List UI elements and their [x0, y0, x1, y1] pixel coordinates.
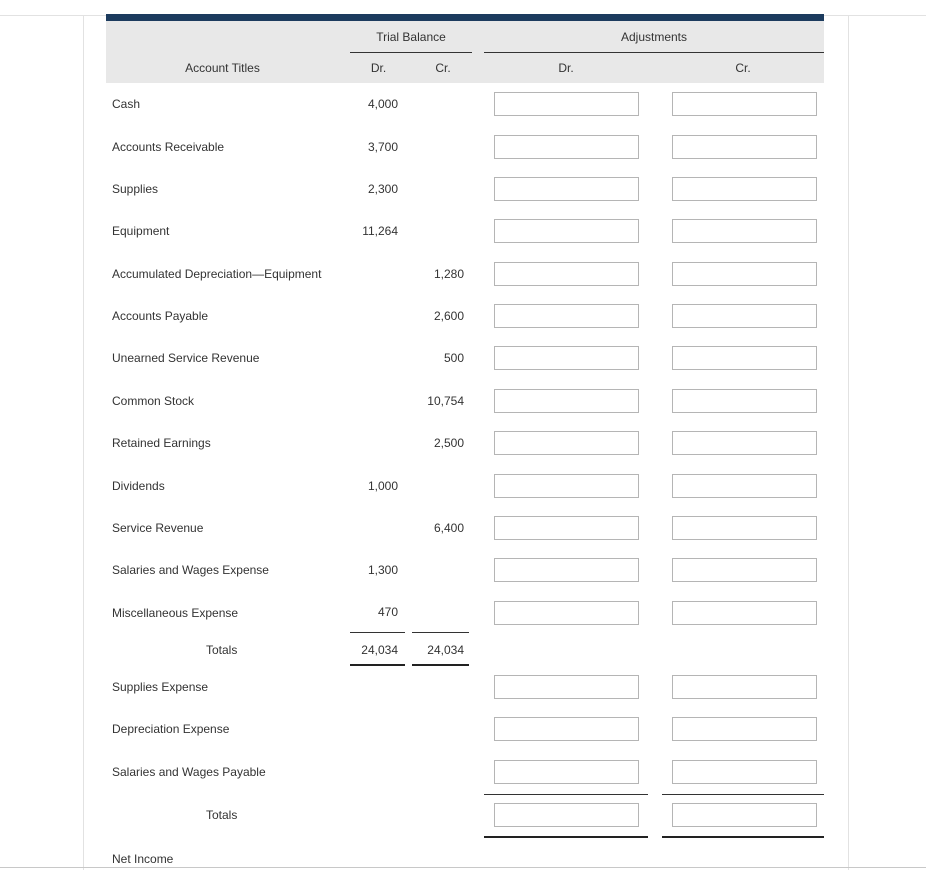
adj-dr-input[interactable] — [494, 558, 639, 582]
tb-cr-total-rule — [412, 632, 469, 633]
adj-cr-header: Cr. — [735, 61, 751, 75]
adj-dr-input[interactable] — [494, 304, 639, 328]
account-title: Dividends — [112, 479, 165, 493]
tb-cr-amount: 10,754 — [427, 394, 464, 408]
tb-cr-total: 24,034 — [427, 643, 464, 657]
account-title: Common Stock — [112, 394, 195, 408]
tb-dr-double-rule — [350, 664, 405, 666]
adj-dr-input[interactable] — [494, 389, 639, 413]
tb-dr-amount: 1,300 — [367, 563, 398, 577]
adj-cr-input[interactable] — [672, 304, 817, 328]
adj-dr-input[interactable] — [494, 516, 639, 540]
adj-cr-input[interactable] — [672, 177, 817, 201]
adj-cr-input[interactable] — [672, 92, 817, 116]
adj-cr-input[interactable] — [672, 474, 817, 498]
adj-cr-input[interactable] — [672, 601, 817, 625]
adj-dr-input[interactable] — [494, 262, 639, 286]
adj-dr-input[interactable] — [494, 177, 639, 201]
adj-dr-input[interactable] — [494, 601, 639, 625]
account-title: Salaries and Wages Payable — [112, 765, 266, 779]
tb-cr-amount: 2,600 — [433, 309, 464, 323]
adj-cr-input[interactable] — [672, 558, 817, 582]
adj-totals-label: Totals — [206, 808, 238, 822]
adj-dr-input[interactable] — [494, 219, 639, 243]
tb-dr-header: Dr. — [370, 61, 387, 75]
adj-cr-input[interactable] — [672, 431, 817, 455]
adj-cr-total-input[interactable] — [672, 803, 817, 827]
tb-dr-amount: 470 — [377, 605, 398, 619]
account-title: Supplies — [112, 182, 159, 196]
adj-dr-input[interactable] — [494, 92, 639, 116]
adj-dr-total-rule — [484, 794, 648, 795]
adj-dr-input[interactable] — [494, 346, 639, 370]
adj-cr-input[interactable] — [672, 760, 817, 784]
account-title: Miscellaneous Expense — [112, 606, 239, 620]
adj-dr-input[interactable] — [494, 135, 639, 159]
adj-cr-input[interactable] — [672, 346, 817, 370]
net-income-label: Net Income — [112, 852, 174, 866]
bottom-divider — [0, 867, 926, 868]
adj-cr-input[interactable] — [672, 135, 817, 159]
account-title: Service Revenue — [112, 521, 204, 535]
adj-dr-input[interactable] — [494, 760, 639, 784]
account-title: Retained Earnings — [112, 436, 211, 450]
adj-cr-input[interactable] — [672, 675, 817, 699]
adj-dr-header: Dr. — [558, 61, 574, 75]
adj-dr-input[interactable] — [494, 675, 639, 699]
account-title: Depreciation Expense — [112, 722, 230, 736]
tb-dr-amount: 3,700 — [367, 140, 398, 154]
adj-dr-double-rule — [484, 836, 648, 838]
adjustments-header: Adjustments — [620, 30, 688, 44]
account-title: Salaries and Wages Expense — [112, 563, 269, 577]
adj-cr-double-rule — [662, 836, 824, 838]
account-titles-header: Account Titles — [185, 61, 260, 75]
tb-dr-total: 24,034 — [361, 643, 398, 657]
tb-cr-amount: 6,400 — [433, 521, 464, 535]
tb-cr-double-rule — [412, 664, 469, 666]
adj-dr-input[interactable] — [494, 431, 639, 455]
tb-cr-amount: 2,500 — [433, 436, 464, 450]
tb-cr-amount: 1,280 — [433, 267, 464, 281]
adj-dr-total-input[interactable] — [494, 803, 639, 827]
adj-cr-input[interactable] — [672, 717, 817, 741]
tb-dr-total-rule — [350, 632, 405, 633]
account-title: Cash — [112, 97, 141, 111]
adjustments-underline — [484, 52, 824, 53]
account-title: Equipment — [112, 224, 170, 238]
tb-dr-amount: 1,000 — [367, 479, 398, 493]
trial-balance-header: Trial Balance — [376, 30, 446, 44]
tb-dr-amount: 11,264 — [362, 224, 398, 238]
adj-dr-input[interactable] — [494, 717, 639, 741]
adj-cr-input[interactable] — [672, 516, 817, 540]
adj-cr-input[interactable] — [672, 389, 817, 413]
tb-totals-label: Totals — [206, 643, 238, 657]
account-title: Accumulated Depreciation—Equipment — [112, 267, 322, 281]
adj-cr-input[interactable] — [672, 219, 817, 243]
adj-cr-input[interactable] — [672, 262, 817, 286]
account-title: Supplies Expense — [112, 680, 209, 694]
adj-dr-input[interactable] — [494, 474, 639, 498]
tb-cr-header: Cr. — [435, 61, 451, 75]
trial-balance-underline — [350, 52, 472, 53]
tb-dr-amount: 4,000 — [367, 97, 398, 111]
adj-cr-total-rule — [662, 794, 824, 795]
account-title: Accounts Receivable — [112, 140, 225, 154]
tb-cr-amount: 500 — [443, 351, 464, 365]
account-title: Accounts Payable — [112, 309, 209, 323]
account-title: Unearned Service Revenue — [112, 351, 260, 365]
tb-dr-amount: 2,300 — [367, 182, 398, 196]
